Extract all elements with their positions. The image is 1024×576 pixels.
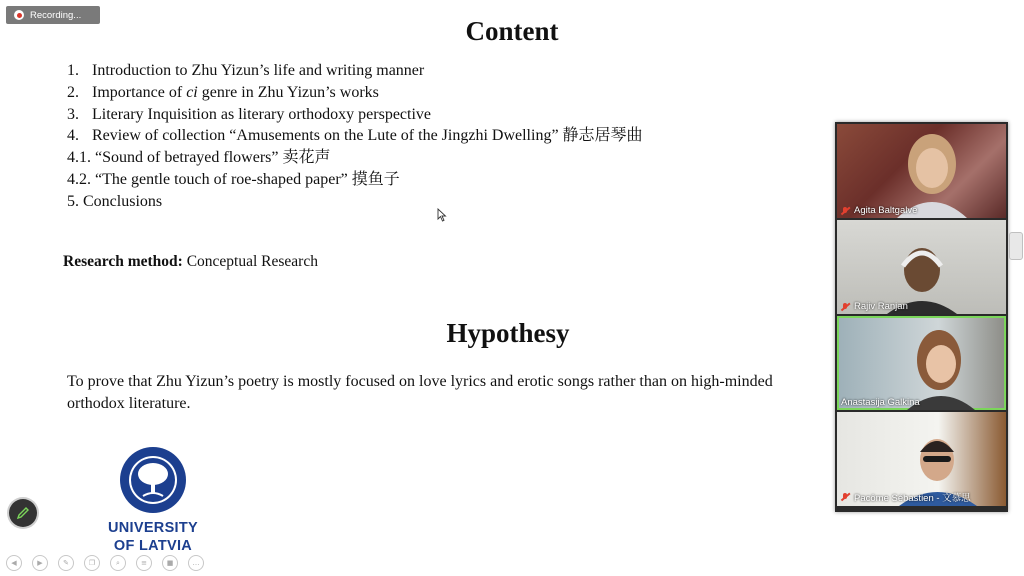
list-item: 4.2. “The gentle touch of roe-shaped paper” 摸鱼子 xyxy=(67,170,400,188)
muted-mic-icon xyxy=(841,303,849,311)
university-name: UNIVERSITY OF LATVIA xyxy=(107,520,198,554)
more-icon[interactable]: … xyxy=(188,555,204,571)
participant-tile[interactable] xyxy=(837,220,1006,314)
subtitles-icon[interactable]: ≡ xyxy=(136,555,152,571)
annotate-button[interactable] xyxy=(9,499,37,527)
list-item: 1. Introduction to Zhu Yizun’s life and writing manner xyxy=(67,62,425,79)
pen-icon[interactable]: ✎ xyxy=(58,555,74,571)
mouse-cursor-icon xyxy=(437,208,447,222)
university-logo xyxy=(103,446,203,555)
list-item: 2. Importance of ci genre in Zhu Yizun’s works xyxy=(67,83,379,101)
participant-tile-active[interactable] xyxy=(837,316,1006,410)
research-method: Research method: Conceptual Research xyxy=(63,253,318,270)
list-item: 4. Review of collection “Amusements on the Lute of the Jingzhi Dwelling” 静志居琴曲 xyxy=(67,127,643,145)
slide-toolbar xyxy=(6,555,204,571)
recording-label: Recording... xyxy=(30,9,82,21)
previous-icon[interactable]: ◀ xyxy=(6,555,22,571)
participant-tile[interactable] xyxy=(837,124,1006,218)
zoom-icon[interactable]: ⌕ xyxy=(110,555,126,571)
university-seal-icon xyxy=(119,446,187,514)
participant-video xyxy=(837,124,1006,218)
participants-panel xyxy=(835,122,1008,512)
hypothesis-title: Hypothesy xyxy=(446,318,570,348)
next-icon[interactable]: ▶ xyxy=(32,555,48,571)
list-item: 4.1. “Sound of betrayed flowers” 卖花声 xyxy=(67,149,331,167)
camera-icon[interactable]: ■ xyxy=(162,555,178,571)
participant-name: Anastasija Galkina xyxy=(841,397,920,408)
participant-name: Pacôme Sébastien - 文慕思 xyxy=(841,490,971,504)
muted-mic-icon xyxy=(841,207,849,215)
hypothesis-text: To prove that Zhu Yizun’s poetry is mostly focused on love lyrics and erotic songs rather than on high-minded orthodox literature. xyxy=(67,373,773,412)
participant-name: Agita Baltgalve xyxy=(841,205,917,216)
slide-title: Content xyxy=(465,16,559,46)
list-item: 3. Literary Inquisition as literary orthodoxy perspective xyxy=(67,105,432,123)
list-item: 5. Conclusions xyxy=(67,192,163,210)
pencil-icon xyxy=(16,506,30,520)
content-list xyxy=(67,60,643,213)
participant-name: Rajiv Ranjan xyxy=(841,301,908,312)
participant-tile[interactable] xyxy=(837,412,1006,506)
muted-mic-icon xyxy=(841,493,849,501)
panel-resize-handle[interactable] xyxy=(1009,232,1023,260)
copy-icon[interactable]: ❐ xyxy=(84,555,100,571)
